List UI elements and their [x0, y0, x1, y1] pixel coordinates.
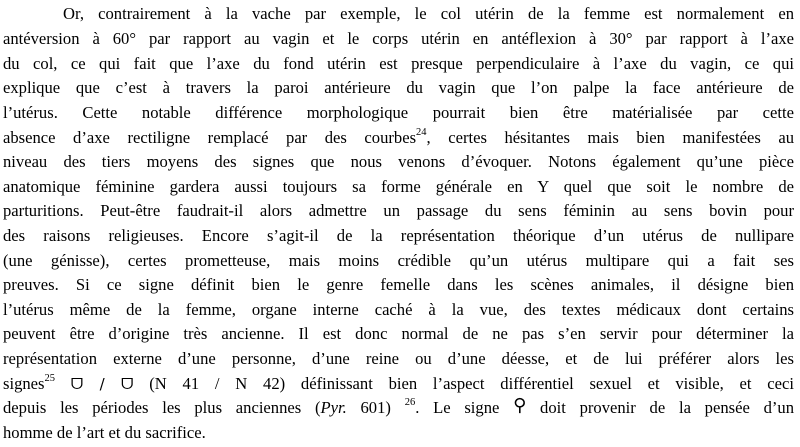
footnote-ref-26: 26: [404, 397, 416, 409]
hieroglyph-sign-icon: ⚲: [513, 395, 527, 416]
paragraph-line-15: représentation externe d’une personne, d’une reine ou d’une déesse, et de lui préférer alors les: [3, 349, 794, 368]
paragraph-line-4: explique que c’est à travers la paroi antérieure du vagin que l’on palpe la face antérieure de: [3, 78, 794, 97]
line-16-text: signes: [3, 374, 45, 393]
paragraph-line-17: [3, 396, 794, 420]
paragraph-line-12: preuves. Si ce signe définit bien le genre femelle dans les scènes animales, il désigne bien: [3, 275, 794, 294]
paragraph-line-3: du col, ce qui fait que l’axe du fond utérin est presque perpendiculaire à l’axe du vagin, ce qui: [3, 54, 794, 73]
line-17-text: depuis les périodes les plus anciennes (: [3, 398, 321, 417]
line-17-text-mid: . Le signe: [415, 398, 500, 417]
paragraph-line-16: [3, 372, 794, 396]
line-16-text-end: (N 41 / N 42) définissant bien l’aspect différentiel sexuel et visible, et ceci: [133, 374, 794, 393]
paragraph-line-2: antéversion à 60° par rapport au vagin et le corps utérin en antéflexion à 30° par rapport à l’axe: [3, 29, 794, 48]
footnote-ref-24: 24: [416, 127, 427, 139]
citation-number: 601): [346, 398, 391, 417]
paragraph-line-6: [3, 126, 794, 150]
paragraph-line-11: (une génisse), certes prometteuse, mais moins crédible qu’un utérus multipare qui a fait ses: [3, 251, 794, 270]
paragraph-line-14: peuvent être d’origine très ancienne. Il est donc normal de ne pas s’en servir pour déterminer la: [3, 324, 794, 343]
paragraph-line-7: niveau des tiers moyens des signes que nous venons d’évoquer. Notons également qu’une pièce: [3, 152, 794, 171]
line-6-text: absence d’axe rectiligne remplacé par des courbes: [3, 128, 417, 147]
paragraph-line-8: anatomique féminine gardera aussi toujours sa forme générale en Y quel que soit le nombre de: [3, 177, 794, 196]
citation-pyramid-texts: Pyr.: [320, 398, 347, 417]
line-6-text-end: , certes hésitantes mais bien manifestées au: [426, 128, 794, 147]
paragraph-line-13: l’utérus même de la femme, organe interne caché à la vue, des textes médicaux dont certains: [3, 300, 794, 319]
paragraph-line-5: l’utérus. Cette notable différence morphologique pourrait bien être matérialisée par cette: [3, 103, 794, 122]
footnote-ref-25: 25: [44, 373, 55, 385]
line-17-text-end: doit provenir de la pensée d’un: [526, 398, 794, 417]
paragraph-line-18: homme de l’art et du sacrifice.: [3, 423, 206, 442]
paragraph-line-1: Or, contrairement à la vache par exemple, le col utérin de la femme est normalement en: [63, 4, 794, 23]
hieroglyph-n41-n42-icon: ᗜ / ᗜ: [70, 375, 134, 393]
paragraph-line-9: parturitions. Peut-être faudrait-il alors admettre un passage du sens féminin au sens bovin pour: [3, 201, 794, 220]
paragraph-line-10: des raisons religieuses. Encore s’agit-il de la représentation théorique d’un utérus de nullipare: [3, 226, 794, 245]
